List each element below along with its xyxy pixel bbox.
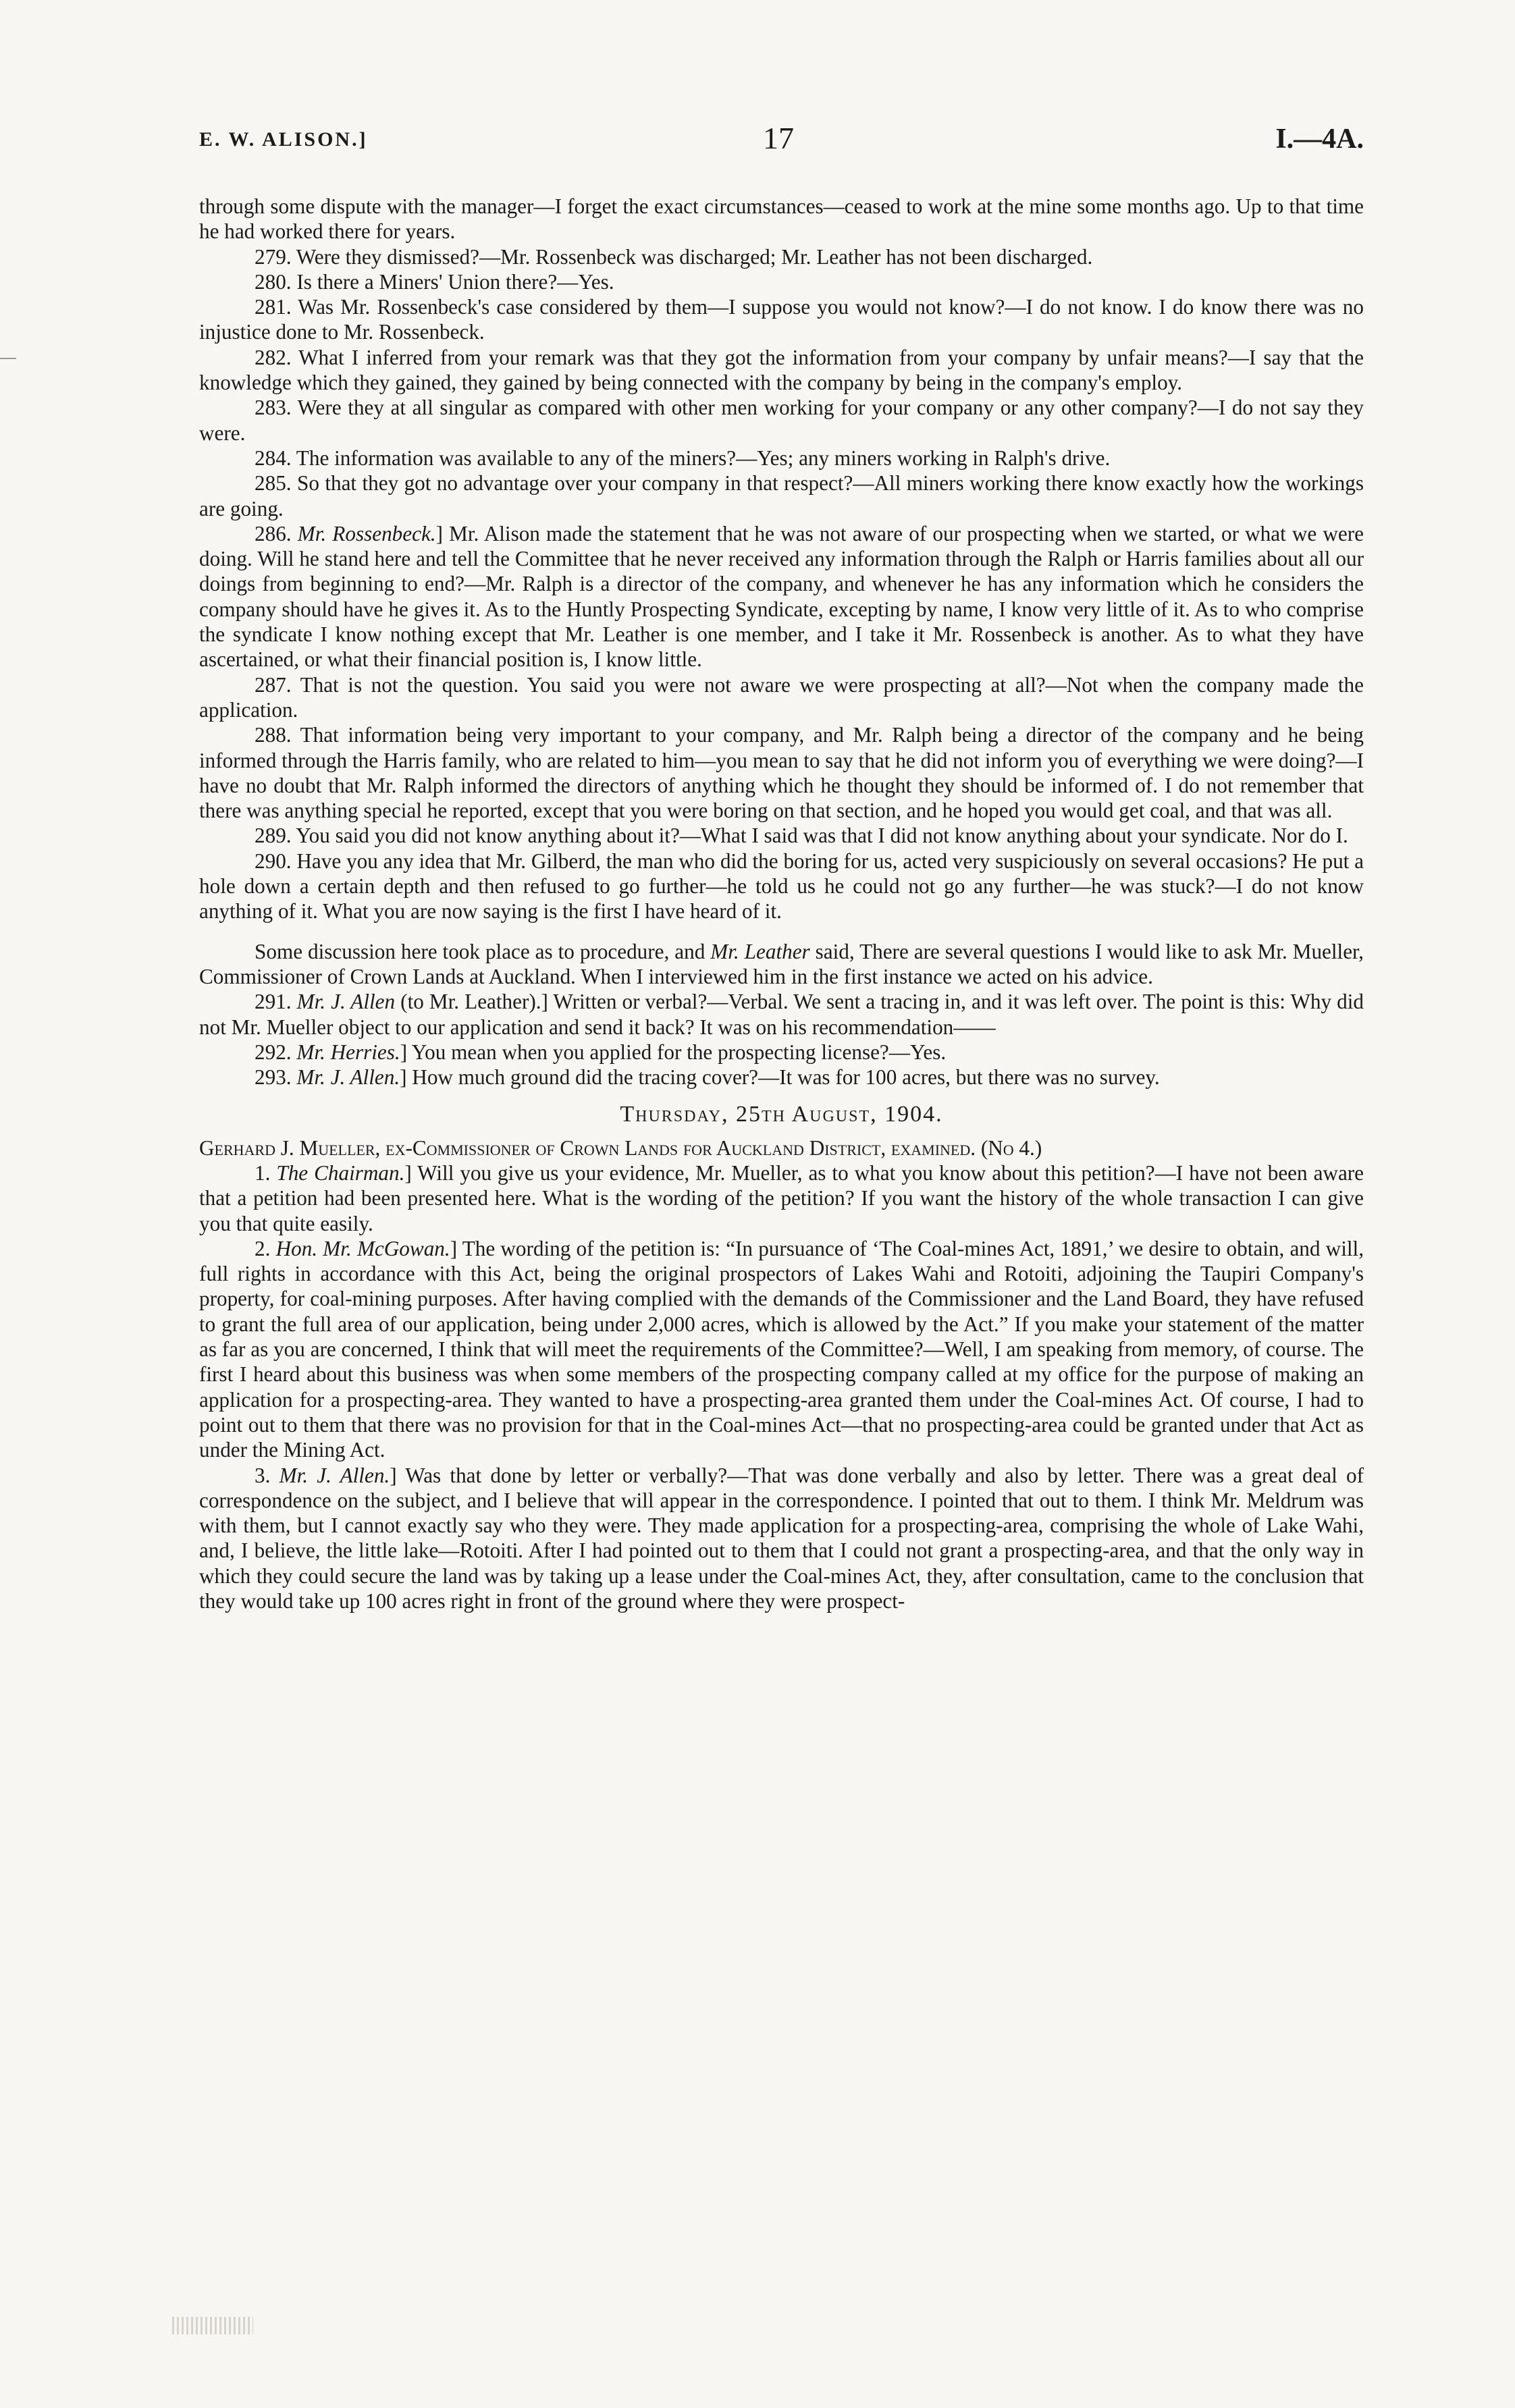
question-number: 291. <box>255 990 292 1014</box>
speaker-name: Mr. J. Allen <box>296 990 396 1014</box>
note-text: said, There are several questions I would like to ask Mr. Mueller, Commissioner of Crown Lands at Auckland. When I interviewed him in the first instance we acted on his advice. <box>199 939 1364 988</box>
paper-reference: I.—4A. <box>1275 124 1364 155</box>
witness-name-header: E. W. ALISON.] <box>199 128 368 151</box>
paragraph-293 <box>199 1065 1364 1090</box>
paragraph-1 <box>199 1160 1364 1236</box>
paragraph-3 <box>199 1463 1364 1614</box>
note-text: Some discussion here took place as to procedure, and <box>255 939 711 963</box>
paragraph-292 <box>199 1040 1364 1065</box>
question-number: 3. <box>255 1463 271 1487</box>
question-number: 1. <box>255 1160 271 1185</box>
paragraph-text: ] Was that done by letter or verbally?—That was done verbally and also by letter. There was a great deal of correspondence on the subject, and I believe that will appear in the correspondence. I pointed that out to them. I think Mr. Meldrum was with them, but I cannot exactly say who they were. They made application for a prospecting-area, comprising the whole of Lake Wahi, and, I believe, the little lake—Rotoiti. After I had pointed out to them that I could not grant a prospecting-area, and that the only way in which they could secure the land was by taking up a lease under the Coal-mines Act, they, after consultation, came to the conclusion that they would take up 100 acres right in front of the ground where they were prospect- <box>199 1463 1364 1613</box>
paragraph-287: 287. That is not the question. You said you were not aware we were prospecting at all?—Not when the company made the application. <box>199 672 1364 722</box>
paragraph-continued: through some dispute with the manager—I forget the exact circumstances—ceased to work at the mine some months ago. Up to that time he had worked there for years. <box>199 194 1364 244</box>
paragraph-289: 289. You said you did not know anything about it?—What I said was that I did not know anything about your syndicate. Nor do I. <box>255 824 1348 848</box>
speaker-name: The Chairman. <box>276 1160 405 1185</box>
paragraph-text: ] How much ground did the tracing cover?—It was for 100 acres, but there was no survey. <box>400 1065 1160 1090</box>
witness-line: Gerhard J. Mueller, ex-Commissioner of Crown Lands for Auckland District, examined. (No 4.) <box>199 1135 1042 1160</box>
margin-mark <box>0 358 16 359</box>
date-heading: Thursday, 25th August, 1904. <box>620 1102 943 1127</box>
paragraph-text: ] You mean when you applied for the prospecting license?—Yes. <box>400 1040 947 1064</box>
speaker-name: Mr. Herries. <box>296 1040 400 1064</box>
speaker-name: Hon. Mr. McGowan. <box>275 1236 450 1260</box>
paragraph-text: (to Mr. Leather).] Written or verbal?—Verbal. We sent a tracing in, and it was left over. The point is this: Why did not Mr. Mueller object to our application and send it back? It was on his recommendation—— <box>199 990 1364 1039</box>
question-number: 2. <box>255 1236 271 1260</box>
paragraph-283: 283. Were they at all singular as compared with other men working for your company or any other company?—I do not say they were. <box>199 396 1364 445</box>
procedure-note <box>199 939 1364 990</box>
running-header <box>199 120 1364 161</box>
question-number: 286. <box>255 521 292 545</box>
paragraph-290: 290. Have you any idea that Mr. Gilberd, the man who did the boring for us, acted very suspiciously on several occasions? He put a hole down a certain depth and then refused to go further—he told us he could not go any further—he was stuck?—I do not know anything of it. What you are now saying is the first I have heard of it. <box>199 849 1364 924</box>
body-text <box>199 194 1364 1613</box>
paragraph-286 <box>199 521 1364 672</box>
speaker-name: Mr. Rossenbeck. <box>297 521 436 545</box>
paragraph-2 <box>199 1236 1364 1463</box>
paragraph-280: 280. Is there a Miners' Union there?—Yes. <box>255 269 614 294</box>
speaker-name: Mr. Leather <box>710 939 810 963</box>
paragraph-284: 284. The information was available to any of the miners?—Yes; any miners working in Ralph's drive. <box>255 446 1111 470</box>
paragraph-291 <box>199 989 1364 1040</box>
question-number: 293. <box>255 1065 292 1090</box>
paragraph-279: 279. Were they dismissed?—Mr. Rossenbeck was discharged; Mr. Leather has not been discharged. <box>255 244 1093 269</box>
question-number: 292. <box>255 1040 292 1064</box>
paragraph-282: 282. What I inferred from your remark was that they got the information from your company by unfair means?—I say that the knowledge which they gained, they gained by being connected with the company by being in the company's employ. <box>199 345 1364 395</box>
print-smudge <box>172 2317 253 2334</box>
paragraph-text: ] Mr. Alison made the statement that he was not aware of our prospecting when we started, or what we were doing. Will he stand here and tell the Committee that he never received any information through the Ralph or Harris families about all our doings from beginning to end?—Mr. Ralph is a director of the company, and whenever he has any information which he considers the company should have he gives it. As to the Huntly Prospecting Syndicate, excepting by name, I know very little of it. As to who comprise the syndicate I know nothing except that Mr. Leather is one member, and I take it Mr. Rossenbeck is another. As to what they have ascertained, or what their financial position is, I know little. <box>199 521 1364 672</box>
paragraph-281: 281. Was Mr. Rossenbeck's case considered by them—I suppose you would not know?—I do not know. I do know there was no injustice done to Mr. Rossenbeck. <box>199 295 1364 344</box>
paragraph-288: 288. That information being very important to your company, and Mr. Ralph being a director of the company and he being informed through the Harris family, who are related to him—you mean to say that he did not inform you of everything we were doing?—I have no doubt that Mr. Ralph informed the directors of anything which he thought they should be informed of. I do not remember that there was anything special he reported, except that you were boring on that section, and he hoped you would get coal, and that was all. <box>199 723 1364 823</box>
speaker-name: Mr. J. Allen. <box>296 1065 400 1090</box>
paragraph-text: ] The wording of the petition is: “In pursuance of ‘The Coal-mines Act, 1891,’ we desire to obtain, and will, full rights in accordance with this Act, being the original prospectors of Lakes Wahi and Rotoiti, adjoining the Taupiri Company's property, for coal-mining purposes. After having complied with the demands of the Commissioner and the Land Board, they have refused to grant the full area of our application, being under 2,000 acres, which is allowed by the Act.” If you make your statement of the matter as far as you are concerned, I think that will meet the requirements of the Committee?—Well, I am speaking from memory, of course. The first I heard about this business was when some members of the prospecting company called at my office for the purpose of making an application for a prospecting-area. They wanted to have a prospecting-area granted them under the Coal-mines Act. Of course, I had to point out to them that there was no provision for that in the Coal-mines Act—that no prospecting-area could be granted under that Act as under the Mining Act. <box>199 1236 1364 1462</box>
paragraph-285: 285. So that they got no advantage over your company in that respect?—All miners working there know exactly how the workings are going. <box>199 471 1364 520</box>
speaker-name: Mr. J. Allen. <box>279 1463 390 1487</box>
paragraph-text: ] Will you give us your evidence, Mr. Mueller, as to what you know about this petition?—I have not been aware that a petition had been presented here. What is the wording of the petition? If you want the history of the whole transaction I can give you that quite easily. <box>199 1160 1364 1235</box>
page-number: 17 <box>763 121 794 155</box>
